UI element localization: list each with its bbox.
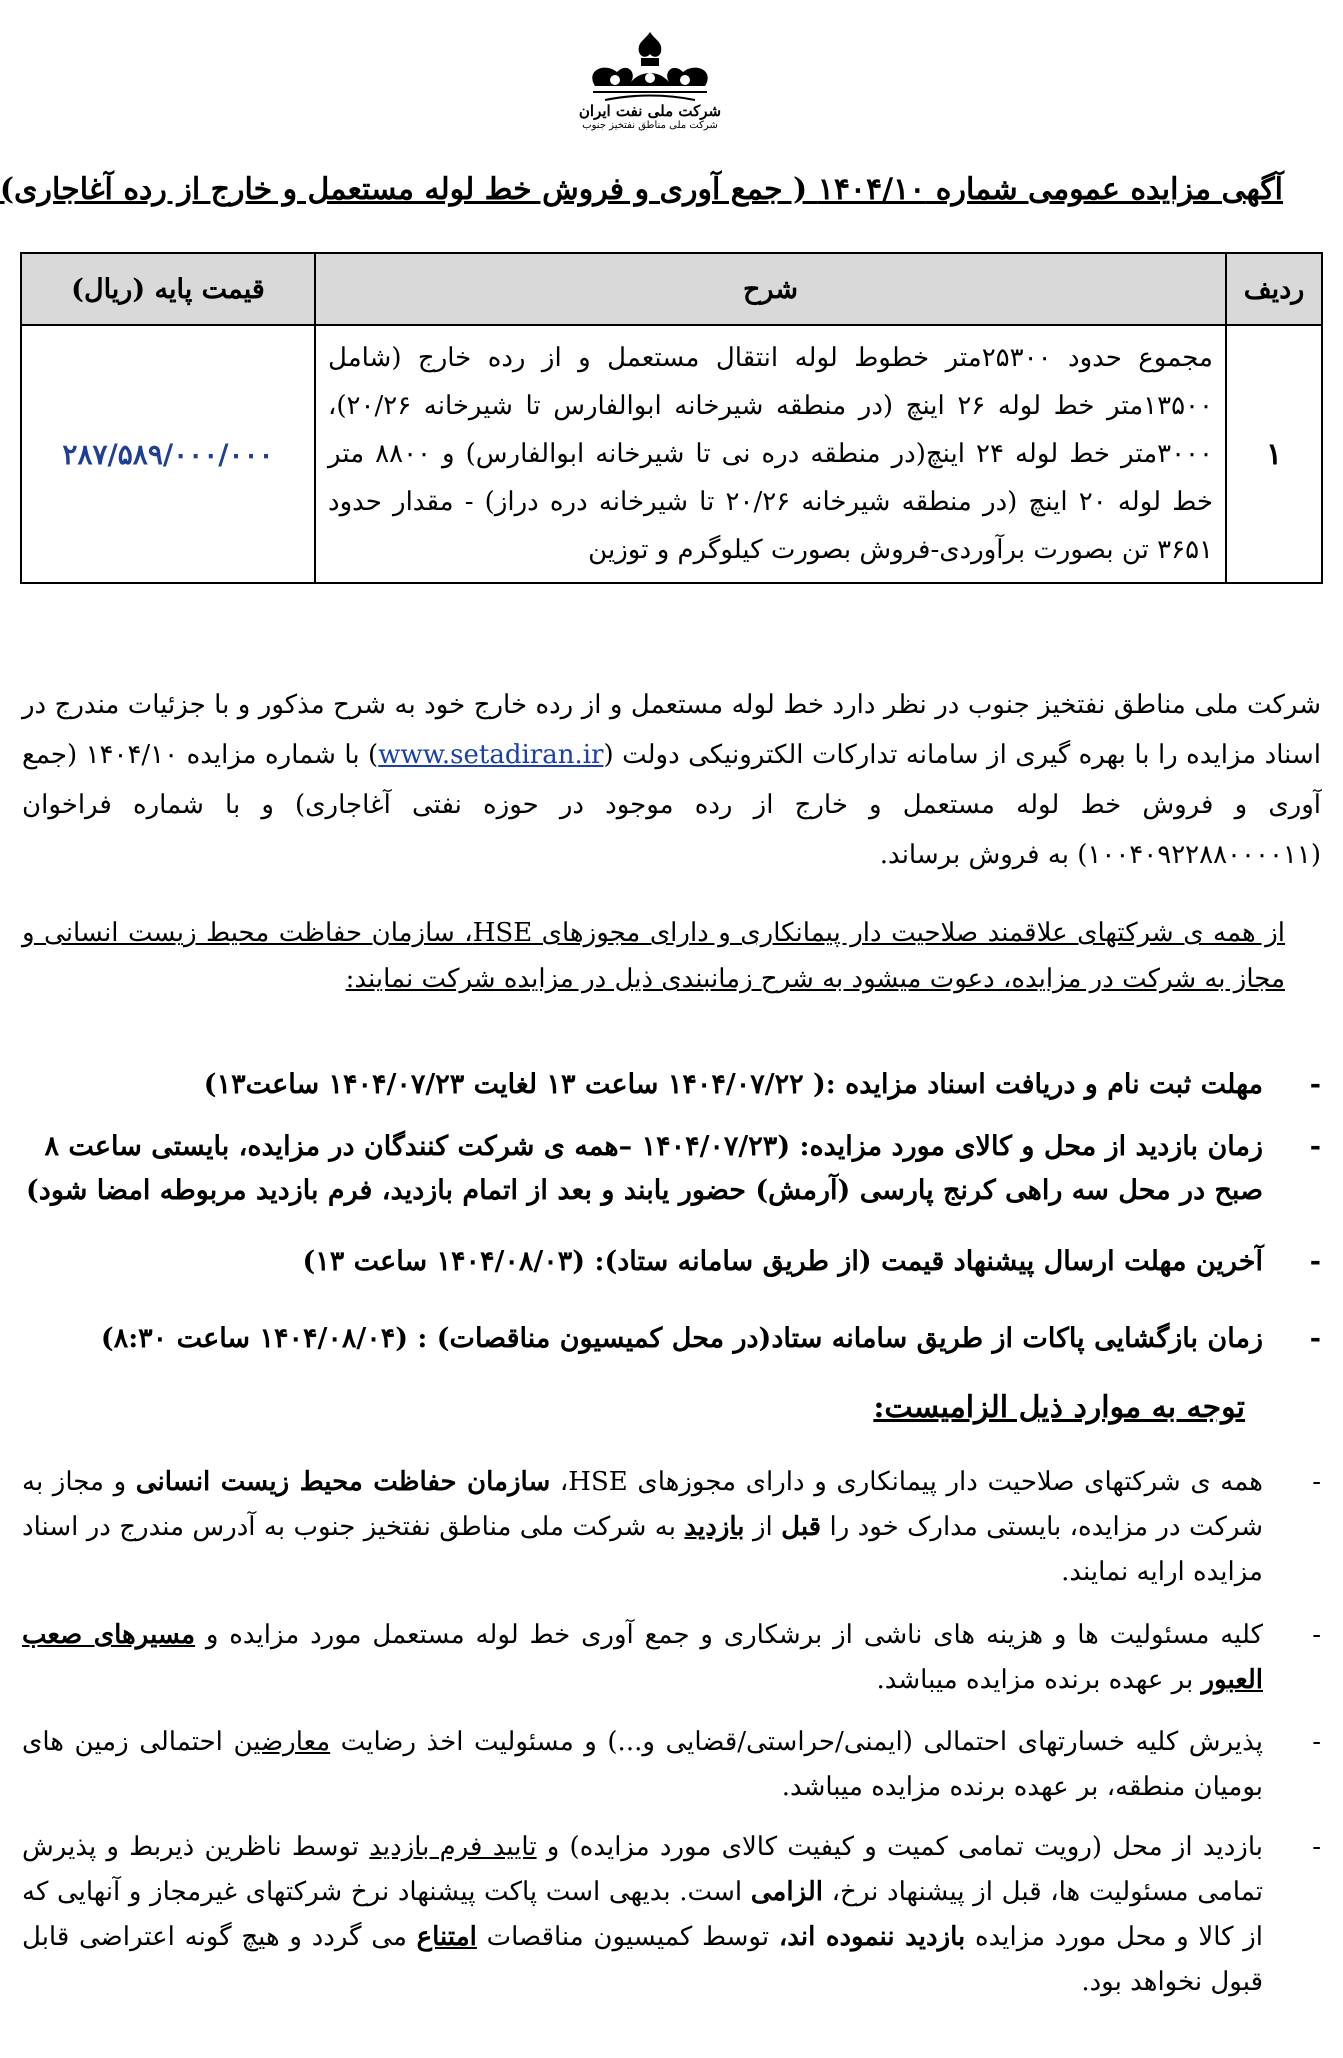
table-header-row: [21, 253, 1322, 325]
bullet-dash: -: [1309, 1131, 1321, 1162]
header-row-number: ردیف: [1226, 253, 1322, 325]
note-segment: است. بدیهی است پاکت پیشنهاد نرخ شرکتهای غیرمجاز و آنهایی که از کالا و محل مورد مزایده: [22, 1877, 1264, 1952]
note-text: [22, 1825, 1263, 2005]
base-price-cell: ۲۸۷/۵۸۹/۰۰۰/۰۰۰: [21, 325, 315, 583]
note-emphasis: الزامی: [750, 1877, 824, 1907]
bullet-dash: -: [1309, 1069, 1321, 1100]
deadline-text: آخرین مهلت ارسال پیشنهاد قیمت (از طریق سامانه ستاد): (۱۴۰۴/۰۸/۰۳ ساعت ۱۳): [302, 1246, 1263, 1277]
bullet-dash: -: [1312, 1832, 1321, 1862]
deadline-price-submission: [22, 1240, 1321, 1284]
note-segment: از: [744, 1512, 782, 1542]
note-item: [22, 1460, 1321, 1595]
note-item: [22, 1613, 1321, 1703]
note-segment: می گردد و هیچ گونه اعتراضی قابل قبول نخواهد بود.: [22, 1922, 1263, 1997]
note-segment: بازدید از محل (رویت تمامی کمیت و کیفیت کالای مورد مزایده) و: [536, 1832, 1263, 1862]
header-description: شرح: [315, 253, 1226, 325]
note-segment: به شرکت ملی مناطق نفتخیز جنوب به آدرس مندرج در اسناد مزایده ارایه نمایند.: [22, 1512, 1263, 1587]
note-segment: توسط کمیسیون مناقصات: [476, 1922, 779, 1952]
note-segment: کلیه مسئولیت ها و هزینه های ناشی از برشکاری و جمع آوری خط لوله مستعمل مورد مزایده و: [195, 1620, 1264, 1650]
note-segment: بر عهده برنده مزایده میباشد.: [876, 1665, 1202, 1695]
note-segment: توسط ناظرین ذیربط و پذیرش تمامی مسئولیت ها، قبل از پیشنهاد نرخ،: [22, 1832, 1263, 1907]
description-cell: مجموع حدود ۲۵۳۰۰متر خطوط لوله انتقال مستعمل و از رده خارج (شامل ۱۳۵۰۰متر خط لوله ۲۶ اینچ (در منطقه شیرخانه ابوالفارس تا شیرخانه ۲۰/۲۶)، ۳۰۰۰متر خط لوله ۲۴ اینچ(در منطقه دره نی تا شیرخانه ابوالفارس) و ۸۸۰۰ متر خط لوله ۲۰ اینچ (در منطقه شیرخانه ۲۰/۲۶ تا شیرخانه دره دراز) - مقدار حدود ۳۶۵۱ تن بصورت برآوردی-فروش بصورت کیلوگرم و توزین: [315, 325, 1226, 583]
note-segment: پذیرش کلیه خسارتهای احتمالی (ایمنی/حراستی/قضایی و...) و مسئولیت اخذ رضایت: [330, 1727, 1263, 1757]
invitation-paragraph: از همه ی شرکتهای علاقمند صلاحیت دار پیمانکاری و دارای مجوزهای HSE، سازمان حفاظت محیط زیست انسانی و مجاز به شرکت در مزایده، دعوت میشود به شرح زمانبندی ذیل در مزایده شرکت نمایند:: [22, 918, 1285, 994]
note-emphasis: امتناع: [416, 1922, 477, 1952]
company-logo: [560, 28, 740, 148]
note-emphasis: بازدید ننموده اند،: [778, 1922, 966, 1952]
bullet-dash: -: [1312, 1467, 1321, 1497]
oil-company-emblem-icon: [575, 28, 725, 106]
note-item: [22, 1825, 1321, 2005]
note-text: [22, 1460, 1263, 1595]
note-emphasis: بازدید: [684, 1512, 745, 1542]
setadiran-link[interactable]: www.setadiran.ir: [378, 740, 604, 770]
row-number-cell: ۱: [1226, 325, 1322, 583]
logo-company-name: شرکت ملی نفت ایران: [578, 102, 722, 120]
header-base-price: قیمت پایه (ریال): [21, 253, 315, 325]
auction-table: [20, 252, 1323, 584]
deadline-site-visit: [22, 1125, 1321, 1213]
intro-text-after-url: ) با شماره مزایده ۱۴۰۴/۱۰ (جمع آوری و فروش خط لوله مستعمل و خارج از رده موجود در حوزه نفتی آغاجاری) و با شماره فراخوان (۱۰۰۴۰۹۲۲۸۸۰۰۰۰۱۱) به فروش برساند.: [22, 740, 1321, 870]
intro-paragraph: [22, 680, 1321, 880]
note-emphasis: سازمان حفاظت محیط زیست انسانی: [135, 1467, 551, 1497]
bullet-dash: -: [1312, 1620, 1321, 1650]
page-title: آگهی مزایده عمومی شماره ۱۴۰۴/۱۰ ( جمع آوری و فروش خط لوله مستعمل و خارج از رده آغاجاری): [0, 172, 1283, 207]
notes-heading: توجه به موارد ذیل الزامیست:: [873, 1390, 1245, 1425]
intro-text-before-url: شرکت ملی مناطق نفتخیز جنوب در نظر دارد خط لوله مستعمل و از رده خارج خود به شرح مذکور و با جزئیات مندرج در اسناد مزایده را با بهره گیری از سامانه تدارکات الکترونیکی دولت (: [22, 690, 1322, 770]
note-underlined: تایید فرم بازدید: [369, 1832, 537, 1862]
deadline-opening: [22, 1317, 1321, 1361]
note-segment: همه ی شرکتهای صلاحیت دار پیمانکاری و دارای مجوزهای HSE،: [550, 1467, 1263, 1497]
bullet-dash: -: [1309, 1323, 1321, 1354]
note-text: [22, 1613, 1263, 1703]
table-row: [21, 325, 1322, 583]
note-text: [22, 1720, 1263, 1810]
deadline-text: مهلت ثبت نام و دریافت اسناد مزایده :( ۱۴۰۴/۰۷/۲۲ ساعت ۱۳ لغایت ۱۴۰۴/۰۷/۲۳ ساعت۱۳): [203, 1069, 1263, 1100]
note-segment: و مجاز به شرکت در مزایده، بایستی مدارک خود را: [22, 1467, 1263, 1542]
note-emphasis: مسیرهای صعب العبور: [22, 1620, 1263, 1695]
bullet-dash: -: [1312, 1727, 1321, 1757]
logo-subtitle: شرکت ملی مناطق نفتخیز جنوب: [582, 120, 718, 131]
deadline-text: زمان بازدید از محل و کالای مورد مزایده: (۱۴۰۴/۰۷/۲۳ –همه ی شرکت کنندگان در مزایده، بایستی ساعت ۸ صبح در محل سه راهی کرنج پارسی (آرمش) حضور یابند و بعد از اتمام بازدید، فرم بازدید مربوطه امضا شود): [26, 1131, 1263, 1206]
note-emphasis: قبل: [781, 1512, 822, 1542]
bullet-dash: -: [1309, 1246, 1321, 1277]
deadline-text: زمان بازگشایی پاکات از طریق سامانه ستاد(در محل کمیسیون مناقصات) : (۱۴۰۴/۰۸/۰۴ ساعت ۸:۳۰): [100, 1323, 1263, 1354]
deadline-registration: [22, 1063, 1321, 1107]
note-item: [22, 1720, 1321, 1810]
note-segment: احتمالی زمین های بومیان منطقه، بر عهده برنده مزایده میباشد.: [22, 1727, 1263, 1802]
note-underlined: معارضین: [233, 1727, 331, 1757]
